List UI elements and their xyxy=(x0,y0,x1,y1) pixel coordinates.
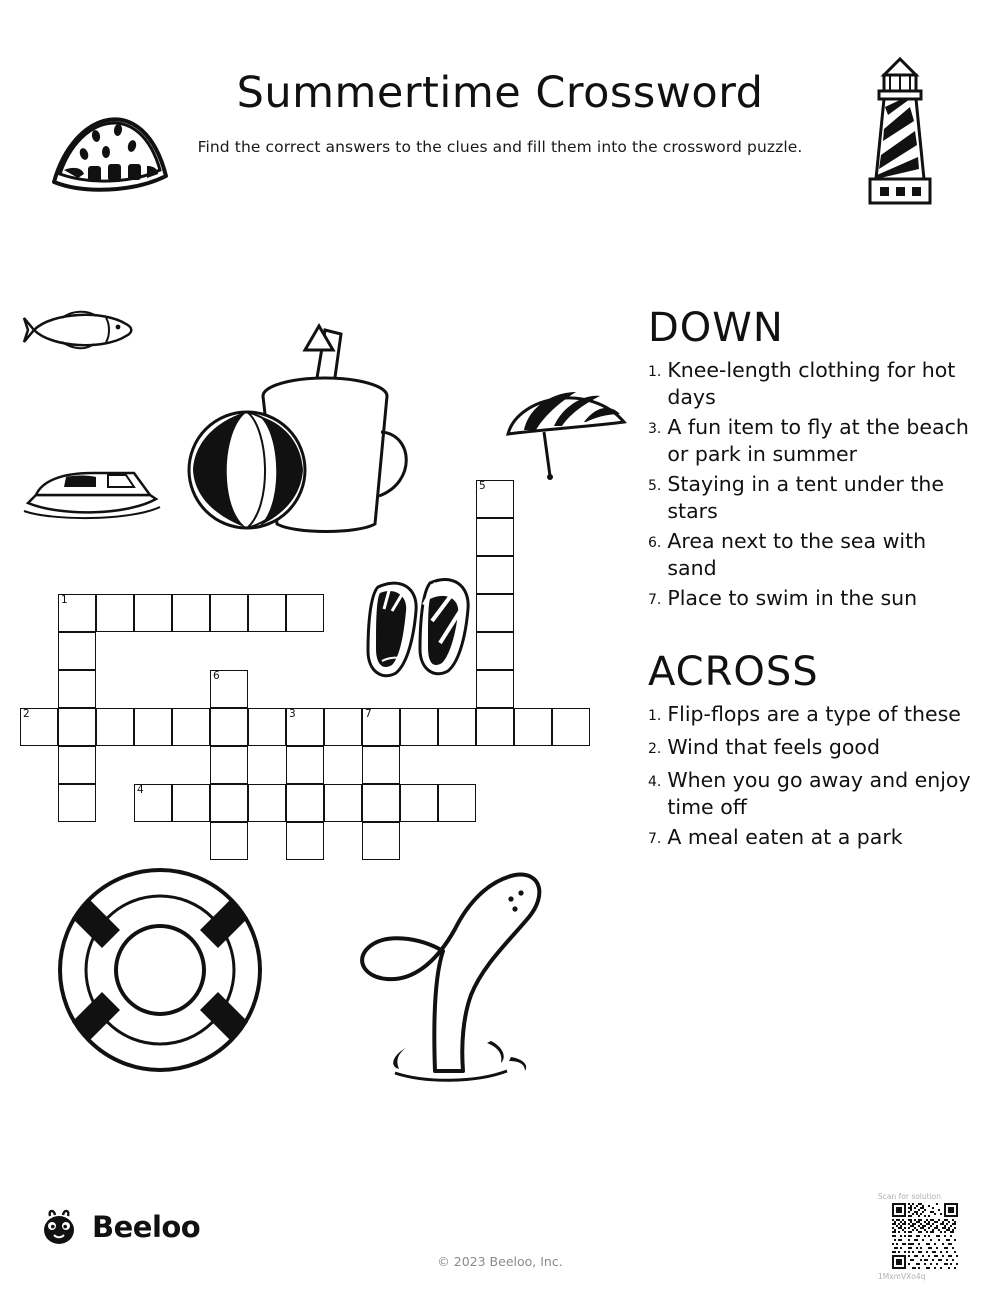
crossword-cell[interactable] xyxy=(476,480,514,518)
clues-panel xyxy=(648,305,978,857)
crossword-cell-number: 3 xyxy=(289,708,296,720)
crossword-cell[interactable] xyxy=(438,708,476,746)
crossword-cell-number: 1 xyxy=(61,594,68,606)
crossword-cell[interactable] xyxy=(20,708,58,746)
down-heading: DOWN xyxy=(648,305,784,351)
crossword-cell[interactable] xyxy=(58,784,96,822)
crossword-cell-number: 4 xyxy=(137,784,144,796)
down-clue-number: 5. xyxy=(648,478,662,494)
crossword-grid[interactable] xyxy=(20,480,640,860)
across-clue-list xyxy=(648,701,978,854)
crossword-cell[interactable] xyxy=(248,708,286,746)
crossword-cell[interactable] xyxy=(248,784,286,822)
crossword-cell[interactable] xyxy=(362,708,400,746)
crossword-cell[interactable] xyxy=(286,746,324,784)
crossword-cell[interactable] xyxy=(286,822,324,860)
brand-name: Beeloo xyxy=(92,1210,201,1244)
crossword-cell[interactable] xyxy=(362,784,400,822)
page-title: Summertime Crossword xyxy=(236,68,764,118)
across-clue-item xyxy=(648,701,978,731)
across-clue-text: Wind that feels good xyxy=(667,735,880,759)
across-clue-number: 7. xyxy=(648,831,662,847)
crossword-cell-number: 5 xyxy=(479,480,486,492)
down-clue-item xyxy=(648,528,978,582)
crossword-cell[interactable] xyxy=(324,784,362,822)
crossword-cell[interactable] xyxy=(438,784,476,822)
down-clue-number: 1. xyxy=(648,364,662,380)
across-clue-number: 4. xyxy=(648,774,662,790)
crossword-cell[interactable] xyxy=(210,594,248,632)
crossword-cell[interactable] xyxy=(324,708,362,746)
fish-icon xyxy=(22,300,142,360)
across-clue-text: A meal eaten at a park xyxy=(667,825,903,849)
across-clue-text: Flip-flops are a type of these xyxy=(667,702,961,726)
crossword-cell[interactable] xyxy=(400,784,438,822)
down-clues-block xyxy=(648,305,978,615)
crossword-cell[interactable] xyxy=(248,594,286,632)
across-clue-item xyxy=(648,734,978,764)
down-clue-text: Place to swim in the sun xyxy=(667,586,918,610)
qr-id-text: 1MxmVXo4q xyxy=(878,1272,926,1281)
page-subtitle: Find the correct answers to the clues and fill them into the crossword puzzle. xyxy=(197,138,803,156)
down-clue-item xyxy=(648,414,978,468)
crossword-cell[interactable] xyxy=(286,708,324,746)
crossword-cell-number: 6 xyxy=(213,670,220,682)
crossword-cell[interactable] xyxy=(362,822,400,860)
crossword-cell[interactable] xyxy=(58,632,96,670)
down-clue-text: Knee-length clothing for hot days xyxy=(667,358,956,409)
crossword-cell[interactable] xyxy=(476,518,514,556)
crossword-cell[interactable] xyxy=(96,594,134,632)
across-clues-block xyxy=(648,649,978,854)
copyright-text: © 2023 Beeloo, Inc. xyxy=(437,1254,563,1269)
down-clue-text: A fun item to fly at the beach or park in summer xyxy=(667,415,969,466)
crossword-cell[interactable] xyxy=(210,670,248,708)
crossword-cell[interactable] xyxy=(400,708,438,746)
across-heading: ACROSS xyxy=(648,649,819,695)
crossword-cell[interactable] xyxy=(58,670,96,708)
lighthouse-icon xyxy=(840,45,960,210)
down-clue-number: 3. xyxy=(648,421,662,437)
crossword-cell[interactable] xyxy=(286,784,324,822)
crossword-cell[interactable] xyxy=(210,708,248,746)
life-ring-icon xyxy=(50,860,270,1080)
down-clue-number: 6. xyxy=(648,535,662,551)
crossword-cell-number: 2 xyxy=(23,708,30,720)
crossword-cell[interactable] xyxy=(58,708,96,746)
crossword-cell[interactable] xyxy=(172,594,210,632)
down-clue-list xyxy=(648,357,978,615)
crossword-cell[interactable] xyxy=(476,708,514,746)
crossword-cell[interactable] xyxy=(476,670,514,708)
crossword-cell[interactable] xyxy=(134,594,172,632)
crossword-cell[interactable] xyxy=(210,822,248,860)
crossword-cell[interactable] xyxy=(172,708,210,746)
crossword-cell[interactable] xyxy=(58,594,96,632)
whale-tail-icon xyxy=(315,855,575,1105)
page-header xyxy=(0,40,1000,220)
qr-code-icon[interactable] xyxy=(892,1203,958,1269)
crossword-cell[interactable] xyxy=(134,784,172,822)
across-clue-number: 2. xyxy=(648,741,662,757)
crossword-cell[interactable] xyxy=(552,708,590,746)
crossword-cell[interactable] xyxy=(210,784,248,822)
down-clue-number: 7. xyxy=(648,592,662,608)
down-clue-text: Staying in a tent under the stars xyxy=(667,472,944,523)
crossword-cell[interactable] xyxy=(172,784,210,822)
qr-label: Scan for solution xyxy=(878,1192,942,1201)
beach-umbrella-icon xyxy=(500,380,635,480)
bee-logo-icon xyxy=(38,1206,80,1248)
across-clue-item xyxy=(648,824,978,854)
footer-brand xyxy=(38,1206,200,1248)
across-clue-item xyxy=(648,767,978,821)
qr-block[interactable] xyxy=(878,1192,974,1281)
across-clue-number: 1. xyxy=(648,708,662,724)
down-clue-item xyxy=(648,471,978,525)
crossword-cell[interactable] xyxy=(58,746,96,784)
across-clue-text: When you go away and enjoy time off xyxy=(667,768,971,819)
crossword-cell[interactable] xyxy=(476,632,514,670)
crossword-cell[interactable] xyxy=(362,746,400,784)
down-clue-item xyxy=(648,357,978,411)
crossword-cell[interactable] xyxy=(514,708,552,746)
crossword-cell[interactable] xyxy=(286,594,324,632)
crossword-cell[interactable] xyxy=(96,708,134,746)
crossword-cell[interactable] xyxy=(476,556,514,594)
down-clue-text: Area next to the sea with sand xyxy=(667,529,927,580)
crossword-cell-number: 7 xyxy=(365,708,372,720)
crossword-cell[interactable] xyxy=(210,746,248,784)
down-clue-item xyxy=(648,585,978,615)
crossword-cell[interactable] xyxy=(476,594,514,632)
crossword-cell[interactable] xyxy=(134,708,172,746)
